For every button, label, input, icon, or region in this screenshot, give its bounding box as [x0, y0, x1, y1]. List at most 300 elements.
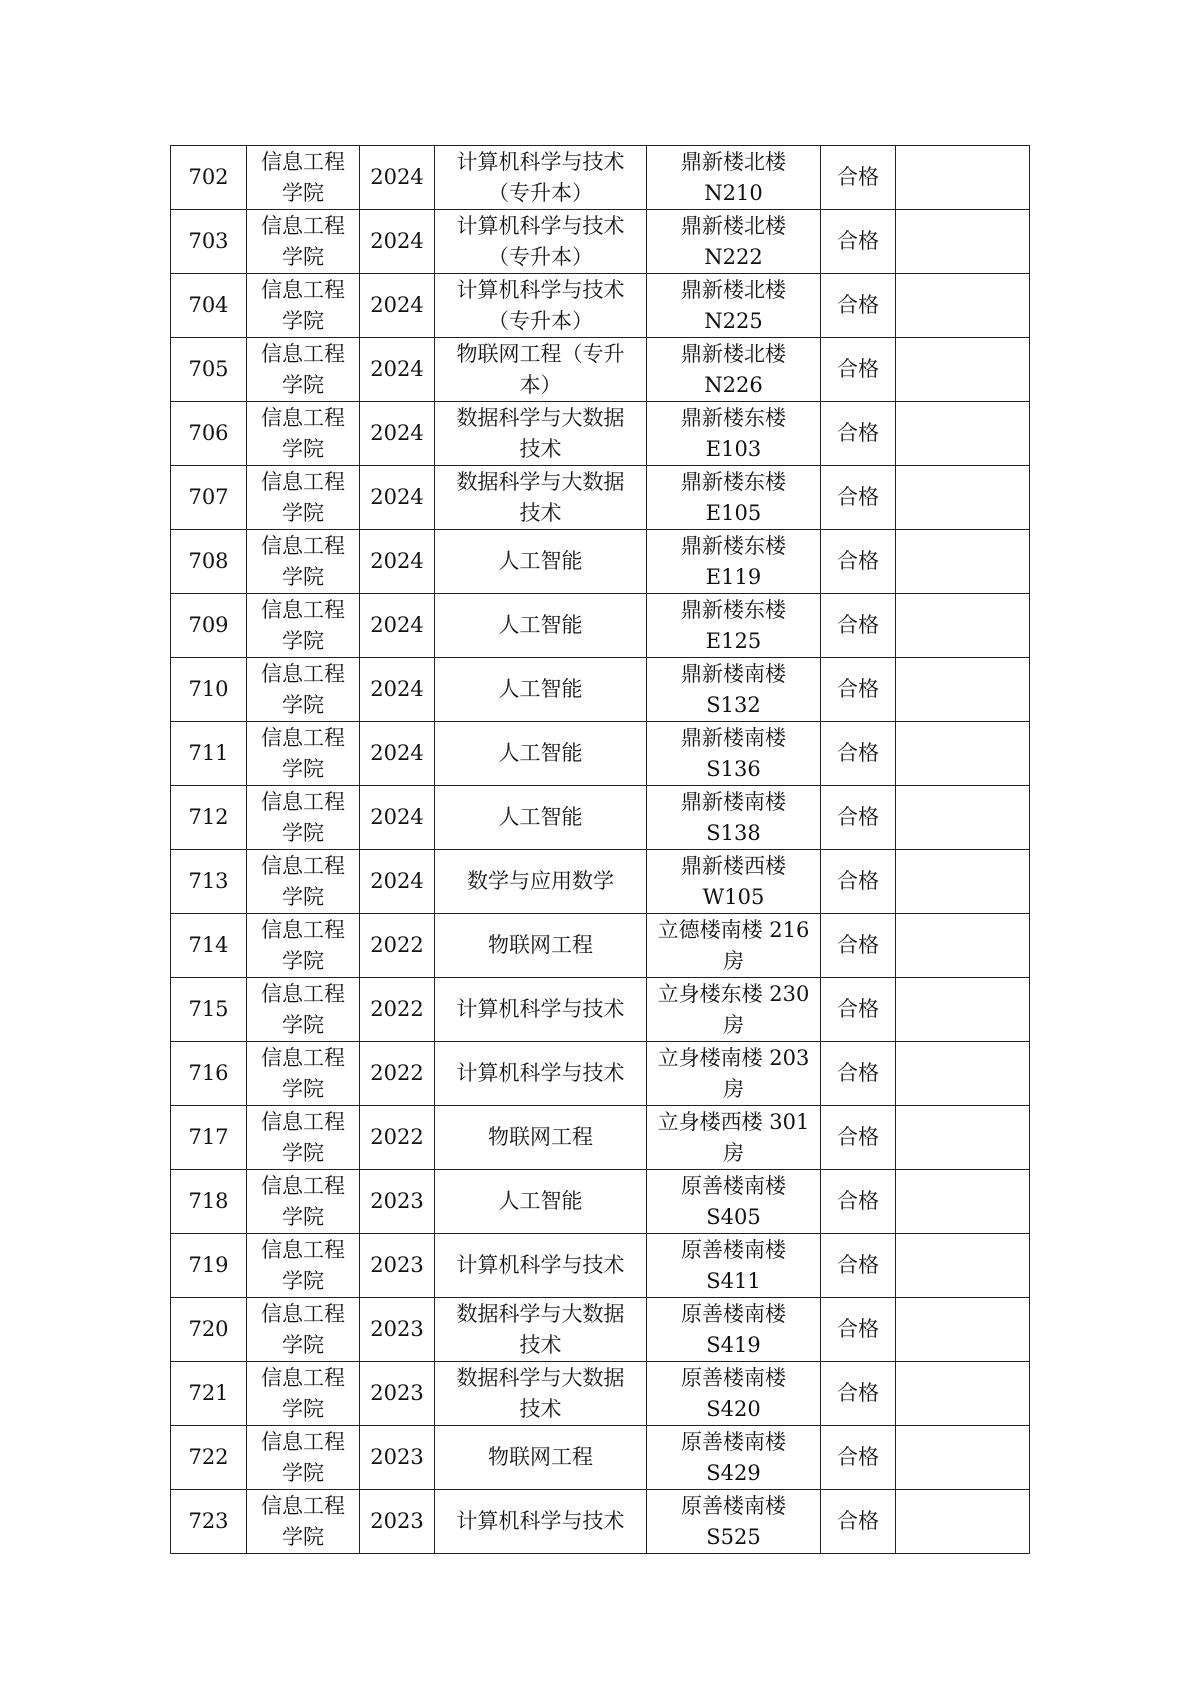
cell-location — [647, 146, 821, 210]
cell-location-line: E103 — [705, 436, 762, 461]
cell-number — [171, 1170, 247, 1234]
cell-result-text: 合格 — [837, 1189, 879, 1213]
cell-year-text: 2024 — [370, 421, 424, 445]
cell-major — [435, 1362, 647, 1426]
cell-college-line: 信息工程 — [261, 1109, 345, 1134]
cell-number — [171, 338, 247, 402]
cell-number-text: 712 — [188, 805, 229, 829]
cell-location — [647, 1042, 821, 1106]
cell-college-line: 信息工程 — [261, 149, 345, 174]
cell-location-line: 鼎新楼北楼 — [681, 213, 786, 238]
cell-major-line: 人工智能 — [498, 741, 583, 765]
cell-college — [247, 338, 360, 402]
cell-major — [435, 402, 647, 466]
cell-number — [171, 1042, 247, 1106]
cell-major-line: （专升本） — [488, 308, 593, 333]
cell-location-line: 房 — [723, 1140, 744, 1165]
cell-result — [821, 978, 896, 1042]
cell-result — [821, 466, 896, 530]
cell-note — [896, 978, 1030, 1042]
cell-college-line: 信息工程 — [261, 661, 345, 686]
cell-college-line: 学院 — [282, 1140, 324, 1165]
cell-college — [247, 210, 360, 274]
cell-major — [435, 1490, 647, 1554]
cell-location-line: 鼎新楼东楼 — [681, 597, 786, 622]
cell-college-line: 学院 — [282, 244, 324, 269]
cell-major — [435, 530, 647, 594]
cell-number — [171, 1490, 247, 1554]
cell-college — [247, 850, 360, 914]
cell-major-line: 技术 — [519, 1332, 562, 1357]
cell-college-line: 学院 — [282, 308, 324, 333]
cell-major-line: 计算机科学与技术 — [456, 213, 625, 238]
cell-college-line: 信息工程 — [261, 1301, 345, 1326]
cell-college-line: 信息工程 — [261, 277, 345, 302]
cell-location-line: S138 — [706, 820, 761, 845]
cell-year-text: 2024 — [370, 485, 424, 509]
table-row — [171, 1042, 1030, 1106]
cell-college-line: 信息工程 — [261, 1429, 345, 1454]
cell-location — [647, 594, 821, 658]
cell-note — [896, 146, 1030, 210]
cell-location — [647, 1234, 821, 1298]
cell-location-line: S420 — [706, 1396, 761, 1421]
cell-college-line: 信息工程 — [261, 1365, 345, 1390]
cell-college-line: 学院 — [282, 180, 324, 205]
cell-location — [647, 850, 821, 914]
cell-major-line: 计算机科学与技术 — [456, 277, 625, 302]
cell-year — [360, 786, 435, 850]
cell-year-text: 2022 — [370, 1125, 424, 1149]
cell-year-text: 2022 — [370, 933, 424, 957]
cell-year — [360, 466, 435, 530]
cell-result — [821, 1490, 896, 1554]
cell-location-line: S419 — [706, 1332, 761, 1357]
cell-number-text: 719 — [188, 1253, 229, 1277]
cell-year-text: 2024 — [370, 869, 424, 893]
cell-location — [647, 1170, 821, 1234]
cell-note — [896, 658, 1030, 722]
cell-major — [435, 1042, 647, 1106]
cell-major-line: 技术 — [519, 500, 562, 525]
cell-major-line: 计算机科学与技术 — [456, 1061, 625, 1085]
cell-location-line: 鼎新楼北楼 — [681, 277, 786, 302]
cell-result — [821, 594, 896, 658]
cell-result-text: 合格 — [837, 805, 879, 829]
cell-year — [360, 1234, 435, 1298]
cell-note — [896, 338, 1030, 402]
cell-college-line: 信息工程 — [261, 213, 345, 238]
cell-number-text: 702 — [188, 165, 229, 189]
cell-year-text: 2024 — [370, 549, 424, 573]
cell-location — [647, 466, 821, 530]
cell-college — [247, 1042, 360, 1106]
cell-year — [360, 594, 435, 658]
cell-college — [247, 530, 360, 594]
cell-number-text: 723 — [188, 1509, 229, 1533]
cell-number-text: 708 — [188, 549, 229, 573]
cell-number — [171, 786, 247, 850]
cell-major-line: 人工智能 — [498, 613, 583, 637]
cell-major-line: 计算机科学与技术 — [456, 149, 625, 174]
table-row — [171, 1106, 1030, 1170]
cell-location-line: 原善楼南楼 — [681, 1301, 786, 1326]
cell-college-line: 信息工程 — [261, 1173, 345, 1198]
cell-location-line: 鼎新楼北楼 — [681, 149, 786, 174]
cell-year — [360, 274, 435, 338]
table-row — [171, 594, 1030, 658]
cell-year-text: 2024 — [370, 805, 424, 829]
cell-result-text: 合格 — [837, 677, 879, 701]
cell-number-text: 706 — [188, 421, 229, 445]
cell-result — [821, 722, 896, 786]
cell-year — [360, 1362, 435, 1426]
table-row — [171, 1170, 1030, 1234]
cell-number — [171, 978, 247, 1042]
cell-number — [171, 1234, 247, 1298]
cell-result-text: 合格 — [837, 357, 879, 381]
cell-result-text: 合格 — [837, 933, 879, 957]
cell-location — [647, 1362, 821, 1426]
cell-result — [821, 1362, 896, 1426]
cell-location-line: 鼎新楼南楼 — [681, 661, 786, 686]
cell-note — [896, 1362, 1030, 1426]
cell-major-line: 人工智能 — [498, 1189, 583, 1213]
cell-note — [896, 722, 1030, 786]
cell-result — [821, 1042, 896, 1106]
cell-year — [360, 1298, 435, 1362]
cell-major-line: 人工智能 — [498, 677, 583, 701]
cell-result-text: 合格 — [837, 1125, 879, 1149]
cell-note — [896, 274, 1030, 338]
cell-major — [435, 1234, 647, 1298]
cell-college-line: 学院 — [282, 436, 324, 461]
cell-number — [171, 146, 247, 210]
cell-college-line: 信息工程 — [261, 981, 345, 1006]
cell-result — [821, 1170, 896, 1234]
cell-college-line: 学院 — [282, 1268, 324, 1293]
cell-college — [247, 146, 360, 210]
cell-major-line: 数学与应用数学 — [467, 869, 614, 893]
cell-major — [435, 338, 647, 402]
cell-major-line: 人工智能 — [498, 549, 583, 573]
cell-location-line: 立德楼南楼 216 — [657, 917, 810, 942]
cell-location-line: S405 — [706, 1204, 761, 1229]
cell-location — [647, 914, 821, 978]
cell-result — [821, 850, 896, 914]
cell-location-line: S411 — [706, 1268, 761, 1293]
cell-major — [435, 594, 647, 658]
cell-college-line: 学院 — [282, 820, 324, 845]
cell-result-text: 合格 — [837, 485, 879, 509]
cell-note — [896, 786, 1030, 850]
table-row — [171, 914, 1030, 978]
cell-location — [647, 530, 821, 594]
cell-result-text: 合格 — [837, 421, 879, 445]
cell-major — [435, 1170, 647, 1234]
cell-location-line: N222 — [704, 244, 763, 269]
cell-college-line: 信息工程 — [261, 533, 345, 558]
cell-location-line: 原善楼南楼 — [681, 1173, 786, 1198]
cell-major-line: 技术 — [519, 1396, 562, 1421]
cell-major-line: 物联网工程 — [488, 1125, 593, 1149]
cell-major-line: 计算机科学与技术 — [456, 1253, 625, 1277]
cell-major — [435, 658, 647, 722]
cell-result — [821, 146, 896, 210]
cell-note — [896, 1426, 1030, 1490]
cell-location-line: S525 — [706, 1524, 761, 1549]
cell-result-text: 合格 — [837, 293, 879, 317]
cell-location-line: 鼎新楼东楼 — [681, 533, 786, 558]
cell-note — [896, 402, 1030, 466]
cell-college-line: 信息工程 — [261, 853, 345, 878]
cell-major-line: 数据科学与大数据 — [456, 405, 625, 430]
cell-note — [896, 1042, 1030, 1106]
cell-location-line: 鼎新楼西楼 — [681, 853, 786, 878]
cell-college — [247, 466, 360, 530]
cell-location — [647, 274, 821, 338]
cell-result-text: 合格 — [837, 165, 879, 189]
cell-number-text: 704 — [188, 293, 229, 317]
cell-college — [247, 1426, 360, 1490]
cell-location-line: 鼎新楼东楼 — [681, 469, 786, 494]
cell-year — [360, 978, 435, 1042]
cell-note — [896, 1298, 1030, 1362]
cell-major-line: 数据科学与大数据 — [456, 1301, 625, 1326]
cell-major-line: 本） — [519, 372, 562, 397]
cell-result — [821, 1298, 896, 1362]
cell-college-line: 学院 — [282, 884, 324, 909]
cell-location-line: 原善楼南楼 — [681, 1237, 786, 1262]
cell-number-text: 713 — [188, 869, 229, 893]
cell-year-text: 2022 — [370, 1061, 424, 1085]
cell-year — [360, 530, 435, 594]
cell-result — [821, 658, 896, 722]
cell-number — [171, 658, 247, 722]
cell-result — [821, 274, 896, 338]
cell-major — [435, 1298, 647, 1362]
cell-college-line: 学院 — [282, 372, 324, 397]
cell-year-text: 2023 — [370, 1253, 424, 1277]
cell-location-line: 鼎新楼北楼 — [681, 341, 786, 366]
cell-result — [821, 1426, 896, 1490]
cell-number-text: 716 — [188, 1061, 229, 1085]
cell-result — [821, 402, 896, 466]
cell-location-line: E119 — [705, 564, 762, 589]
cell-result-text: 合格 — [837, 549, 879, 573]
cell-college-line: 信息工程 — [261, 1237, 345, 1262]
cell-major-line: 计算机科学与技术 — [456, 997, 625, 1021]
cell-college-line: 信息工程 — [261, 725, 345, 750]
cell-year — [360, 146, 435, 210]
table-row — [171, 1362, 1030, 1426]
cell-result — [821, 786, 896, 850]
cell-college — [247, 914, 360, 978]
cell-number — [171, 402, 247, 466]
cell-location-line: 立身楼西楼 301 — [657, 1109, 810, 1134]
cell-year-text: 2024 — [370, 165, 424, 189]
table-row — [171, 274, 1030, 338]
cell-location-line: S136 — [706, 756, 761, 781]
cell-major-line: 计算机科学与技术 — [456, 1509, 625, 1533]
cell-result — [821, 914, 896, 978]
cell-number-text: 707 — [188, 485, 229, 509]
table-row — [171, 402, 1030, 466]
cell-year — [360, 1426, 435, 1490]
cell-college-line: 学院 — [282, 1524, 324, 1549]
cell-year-text: 2023 — [370, 1189, 424, 1213]
cell-year — [360, 338, 435, 402]
cell-location-line: E125 — [705, 628, 762, 653]
cell-major-line: 物联网工程 — [488, 933, 593, 957]
cell-college-line: 学院 — [282, 1460, 324, 1485]
cell-college-line: 学院 — [282, 628, 324, 653]
cell-number — [171, 274, 247, 338]
cell-major — [435, 914, 647, 978]
cell-college-line: 学院 — [282, 948, 324, 973]
cell-college — [247, 978, 360, 1042]
cell-college-line: 学院 — [282, 1332, 324, 1357]
cell-result-text: 合格 — [837, 869, 879, 893]
cell-year-text: 2024 — [370, 293, 424, 317]
cell-location-line: 鼎新楼东楼 — [681, 405, 786, 430]
cell-year-text: 2024 — [370, 613, 424, 637]
cell-number — [171, 914, 247, 978]
cell-result — [821, 338, 896, 402]
inspection-table — [170, 145, 1030, 1554]
cell-year — [360, 722, 435, 786]
cell-year — [360, 1106, 435, 1170]
cell-year-text: 2023 — [370, 1445, 424, 1469]
cell-location — [647, 210, 821, 274]
cell-note — [896, 914, 1030, 978]
cell-number — [171, 722, 247, 786]
table-row — [171, 1234, 1030, 1298]
cell-result-text: 合格 — [837, 229, 879, 253]
cell-year — [360, 850, 435, 914]
cell-number-text: 711 — [188, 741, 229, 765]
cell-year — [360, 210, 435, 274]
cell-location-line: 原善楼南楼 — [681, 1429, 786, 1454]
cell-location — [647, 722, 821, 786]
cell-number-text: 721 — [188, 1381, 229, 1405]
cell-college — [247, 1362, 360, 1426]
cell-result-text: 合格 — [837, 997, 879, 1021]
table-row — [171, 978, 1030, 1042]
cell-year-text: 2023 — [370, 1381, 424, 1405]
cell-note — [896, 850, 1030, 914]
cell-number-text: 703 — [188, 229, 229, 253]
cell-major — [435, 850, 647, 914]
cell-college-line: 学院 — [282, 1396, 324, 1421]
cell-location-line: 立身楼南楼 203 — [657, 1045, 810, 1070]
cell-major-line: 物联网工程 — [488, 1445, 593, 1469]
cell-location-line: E105 — [705, 500, 762, 525]
cell-location — [647, 1490, 821, 1554]
cell-year — [360, 1042, 435, 1106]
cell-college — [247, 1170, 360, 1234]
cell-note — [896, 1234, 1030, 1298]
cell-major — [435, 274, 647, 338]
cell-major-line: 物联网工程（专升 — [456, 341, 625, 366]
cell-major — [435, 722, 647, 786]
cell-number — [171, 594, 247, 658]
cell-college-line: 学院 — [282, 1012, 324, 1037]
cell-major-line: （专升本） — [488, 244, 593, 269]
cell-location-line: N210 — [704, 180, 763, 205]
cell-college-line: 学院 — [282, 564, 324, 589]
cell-number — [171, 466, 247, 530]
cell-result-text: 合格 — [837, 741, 879, 765]
cell-result-text: 合格 — [837, 1061, 879, 1085]
cell-year — [360, 658, 435, 722]
cell-number-text: 715 — [188, 997, 229, 1021]
cell-location-line: 房 — [723, 1012, 744, 1037]
cell-location-line: S429 — [706, 1460, 761, 1485]
cell-major — [435, 978, 647, 1042]
table-row — [171, 1426, 1030, 1490]
cell-note — [896, 1490, 1030, 1554]
cell-major — [435, 466, 647, 530]
cell-year-text: 2024 — [370, 229, 424, 253]
cell-location-line: S132 — [706, 692, 761, 717]
cell-number-text: 722 — [188, 1445, 229, 1469]
cell-location-line: 原善楼南楼 — [681, 1493, 786, 1518]
cell-college — [247, 1298, 360, 1362]
cell-major — [435, 1106, 647, 1170]
cell-major — [435, 786, 647, 850]
cell-college — [247, 274, 360, 338]
cell-result-text: 合格 — [837, 1445, 879, 1469]
cell-college — [247, 786, 360, 850]
cell-number-text: 720 — [188, 1317, 229, 1341]
table-row — [171, 146, 1030, 210]
table-row — [171, 338, 1030, 402]
cell-number-text: 714 — [188, 933, 229, 957]
cell-number — [171, 530, 247, 594]
cell-college — [247, 402, 360, 466]
cell-note — [896, 466, 1030, 530]
cell-result — [821, 1234, 896, 1298]
cell-location — [647, 658, 821, 722]
table-body — [171, 146, 1030, 1554]
table-row — [171, 210, 1030, 274]
cell-college — [247, 1490, 360, 1554]
cell-college-line: 学院 — [282, 500, 324, 525]
cell-major-line: 数据科学与大数据 — [456, 469, 625, 494]
cell-number — [171, 210, 247, 274]
cell-year-text: 2023 — [370, 1317, 424, 1341]
cell-location — [647, 1426, 821, 1490]
cell-location — [647, 1106, 821, 1170]
cell-major-line: 人工智能 — [498, 805, 583, 829]
table-row — [171, 466, 1030, 530]
table-row — [171, 530, 1030, 594]
cell-number — [171, 1362, 247, 1426]
cell-year — [360, 402, 435, 466]
cell-number — [171, 850, 247, 914]
cell-major-line: （专升本） — [488, 180, 593, 205]
cell-year-text: 2024 — [370, 357, 424, 381]
cell-note — [896, 594, 1030, 658]
cell-major — [435, 1426, 647, 1490]
cell-result — [821, 530, 896, 594]
cell-location-line: N226 — [704, 372, 763, 397]
cell-college — [247, 594, 360, 658]
cell-year-text: 2024 — [370, 741, 424, 765]
cell-result-text: 合格 — [837, 1317, 879, 1341]
cell-result-text: 合格 — [837, 613, 879, 637]
